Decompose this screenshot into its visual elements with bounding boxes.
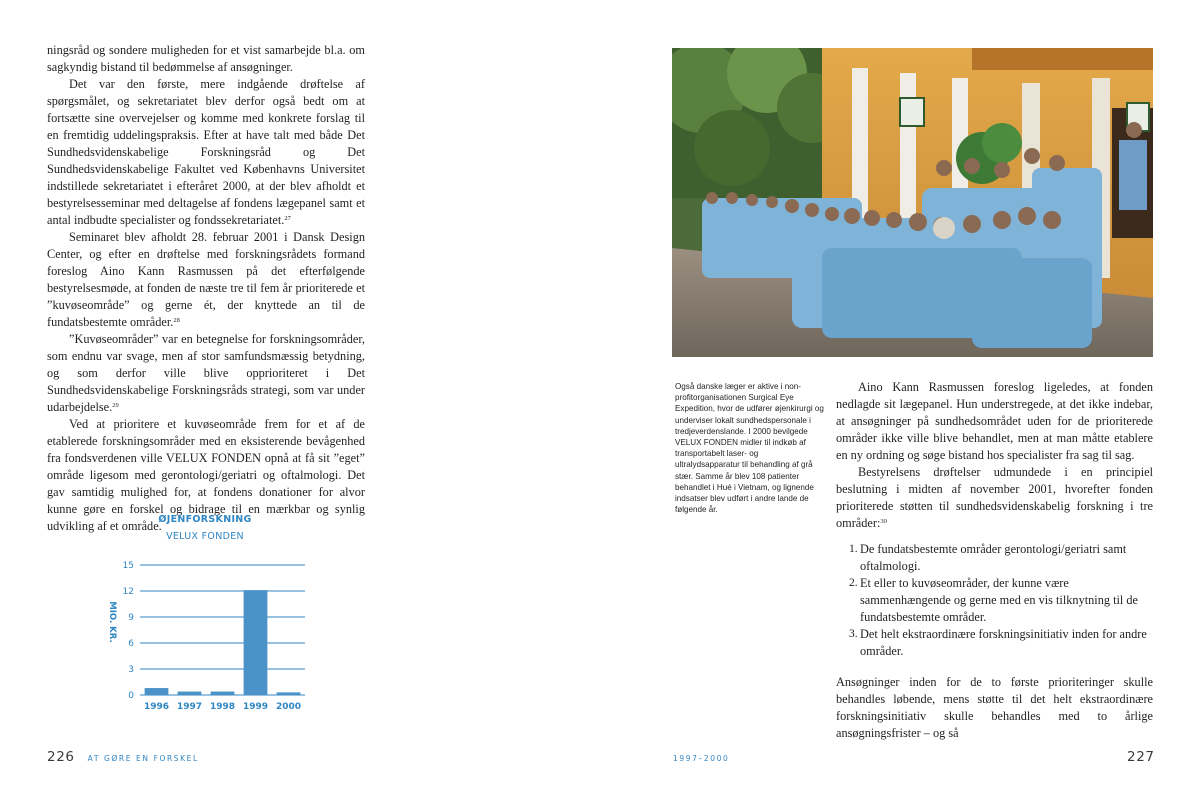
list-text: Et eller to kuvøseområder, der kunne være sammenhængende og gerne med en vis tilknytning til de fundatsbestemte områder. — [860, 576, 1138, 624]
left-footer — [47, 746, 199, 765]
paragraph-text: Ved at prioritere et kuvøseområde frem for et af de etablerede forskningsområder med en eksisterende bevågenhed fra fondsverdenen ville VELUX FONDEN opnå at få sit ”eget” område ligesom med gerontologi/geriatri og oftalmologi. Det gav samtidig mulighed for, at fondens donationer for alvor kunne gøre en forskel og bidrage til en mærkbar og synlig udvikling af et område. — [47, 417, 365, 533]
list-number: 1. — [849, 543, 858, 555]
right-body-text — [836, 379, 1153, 742]
photo-caption: Også danske læger er aktive i non-profitorganisationen Surgical Eye Expedition, hvor de udfører øjenkirurgi og underviser lokalt sundhedspersonale i tredjeverdenslande. I 2000 bevilgede VELUX FONDEN midler til indkøb af transportabelt laser- og ultralydsapparatur til behandling af grå stær. Samme år blev 108 patienter behandlet i Hué i Vietnam, og lignende indsatser blev udført i andre lande de følgende år. — [675, 382, 824, 515]
paragraph — [836, 674, 1153, 742]
y-tick-label: 0 — [128, 691, 134, 701]
right-page — [600, 0, 1201, 806]
list-item — [849, 626, 1153, 660]
list-text: De fundatsbestemte områder gerontologi/geriatri samt oftalmologi. — [860, 542, 1127, 573]
list-number: 3. — [849, 628, 858, 640]
bar — [277, 692, 301, 695]
footnote-ref: 30 — [880, 518, 887, 525]
paragraph-text: Det var den første, mere indgående drøftelse af spørgsmålet, og sekretariatet blev derfor også bedt om at fortsætte sine overvejelser og komme med konkrete forslag til en fremtidig uddelingspraksis. Efter at have talt med både Det Sundhedsvidenskabelige Forskningsråd og Det Sundhedsvidenskabelige Fakultet ved Københavns Universitet indstillede sekretariatet i efteråret 2000, at der blev afholdt et bestyrelsesseminar med deltagelse af fondens lægepanel samt et antal indbudte specialister og fondssekretariatet. — [47, 77, 365, 227]
x-tick-label: 1996 — [143, 702, 170, 712]
chart-title: ØJENFORSKNING — [158, 514, 252, 525]
y-axis-label: MIO. KR. — [107, 601, 117, 643]
footnote-ref: 29 — [112, 402, 119, 409]
bar — [145, 688, 169, 695]
bar-chart — [100, 510, 320, 720]
right-running-head-wrap — [673, 746, 729, 765]
y-tick-label: 3 — [128, 665, 134, 675]
paragraph-text: Ansøgninger inden for de to første prioriteringer skulle behandles løbende, mens støtte til det helt ekstraordinære forskningsinitiativ skulle behandles med to årlige ansøgningsfrister – og så — [836, 675, 1153, 740]
paragraph — [47, 331, 365, 416]
footnote-ref: 28 — [173, 317, 180, 324]
chart-plot — [100, 510, 320, 720]
paragraph-text: Aino Kann Rasmussen foreslog ligeledes, at fonden nedlagde sit lægepanel. Hun understregede, at det ikke indebar, at ansøgninger på sundhedsområdet uden for de prioriterede områder ikke ville blive behandlet, men at man måtte etablere en ny ordning og søge bistand hos specialister fra sag til sag. — [836, 380, 1153, 462]
paragraph — [47, 229, 365, 331]
paragraph — [836, 464, 1153, 532]
x-tick-label: 2000 — [275, 702, 302, 712]
page-number: 226 — [47, 749, 75, 765]
y-tick-label: 9 — [128, 613, 134, 623]
paragraph-text: ningsråd og sondere muligheden for et vist samarbejde bl.a. om sagkyndig bistand til bedømmelse af ansøgninger. — [47, 43, 365, 74]
running-head: 1997–2000 — [673, 754, 730, 763]
y-tick-label: 15 — [122, 561, 134, 571]
paragraph-text: Seminaret blev afholdt 28. februar 2001 i Dansk Design Center, og efter en drøftelse med forskningsrådets formand foreslog Aino Kann Rasmussen på det efterfølgende bestyrelsesmøde, at fonden de næste tre til fem år prioriterede et ”kuvøseområde” og gerne ét, der knyttede an til de fundatsbestemte områder. — [47, 230, 365, 329]
left-page — [0, 0, 600, 806]
y-tick-label: 12 — [122, 587, 134, 597]
x-tick-label: 1997 — [176, 702, 203, 712]
bar — [178, 692, 202, 695]
right-folio-wrap — [1127, 746, 1155, 765]
paragraph — [836, 379, 1153, 464]
running-head: AT GØRE EN FORSKEL — [87, 754, 199, 763]
bar — [244, 590, 268, 695]
x-tick-label: 1999 — [242, 702, 269, 712]
page-number: 227 — [1127, 749, 1155, 765]
paragraph — [47, 42, 365, 76]
photo-illustration — [672, 48, 1153, 357]
paragraph — [47, 76, 365, 229]
y-tick-label: 6 — [128, 639, 134, 649]
x-tick-label: 1998 — [209, 702, 236, 712]
paragraph-text: Bestyrelsens drøftelser udmundede i en principiel beslutning i midten af november 2001, hvorefter fonden prioriterede støtten til sundhedsvidenskabelig forskning i tre områder: — [836, 465, 1153, 530]
footnote-ref: 27 — [284, 215, 291, 222]
chart-subtitle: VELUX FONDEN — [166, 531, 244, 542]
priority-list — [836, 541, 1153, 660]
list-text: Det helt ekstraordinære forskningsinitiativ inden for andre områder. — [860, 627, 1147, 658]
list-item — [849, 541, 1153, 575]
left-body-text — [47, 42, 365, 535]
list-number: 2. — [849, 577, 858, 589]
photo-patients-seated — [672, 48, 1153, 357]
list-item — [849, 575, 1153, 626]
bar — [211, 692, 235, 695]
paragraph-text: ”Kuvøseområder” var en betegnelse for forskningsområder, som endnu var svage, men af stor samfundsmæssig betydning, og som derfor ville blive opprioriteret i Det Sundhedsvidenskabelige Forskningsråds strategi, som var under udarbejdelse. — [47, 332, 365, 414]
